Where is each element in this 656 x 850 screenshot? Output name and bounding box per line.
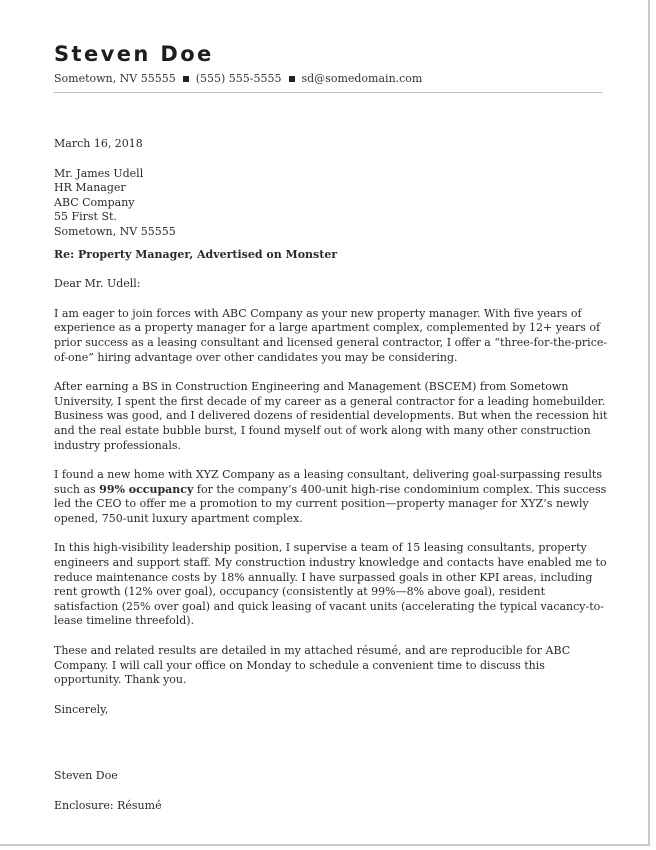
- sender-phone: (555) 555-5555: [195, 72, 282, 85]
- letter-date: March 16, 2018: [54, 137, 143, 150]
- recipient-title: HR Manager: [54, 181, 126, 195]
- recipient-company: ABC Company: [54, 195, 135, 209]
- separator-square-icon: [289, 76, 295, 82]
- paragraph-3-text-a: I found a new home with XYZ Company as a leasing consultant, delivering goal-surpassing results such as: [54, 468, 602, 496]
- paragraph-5: These and related results are detailed in my attached résumé, and are reproducible for ABC Company. I will call your office on Monday to schedule a convenient time to discuss this opportunity. Thank you.: [54, 644, 571, 687]
- letter-body: [54, 137, 610, 814]
- paragraph-1: I am eager to join forces with ABC Company as your new property manager. With five years of experience as a property manager for a large apartment complex, complemented by 12+ years of prior success as a leasing consultant and licensed general contractor, I offer a “three-for-the-price-of-one” hiring advantage over other candidates you may be considering.: [54, 306, 608, 364]
- separator-square-icon: [183, 76, 189, 82]
- paragraph-4: In this high-visibility leadership position, I supervise a team of 15 leasing consultants, property engineers and support staff. My construction industry knowledge and contacts have enabled me to reduce maintenance costs by 18% annually. I have surpassed goals in other KPI areas, including rent growth (12% over goal), occupancy (consistently at 99%—8% above goal), resident satisfaction (25% over goal) and quick leasing of vacant units (accelerating the typical vacancy-to-lease timeline threefold).: [54, 541, 607, 628]
- enclosure-note: Enclosure: Résumé: [54, 799, 162, 812]
- salutation: Dear Mr. Udell:: [54, 277, 141, 291]
- closing: Sincerely,: [54, 702, 109, 716]
- recipient-address: [54, 167, 610, 240]
- recipient-name: Mr. James Udell: [54, 166, 144, 180]
- paragraph-3: [54, 468, 610, 526]
- signer-name: Steven Doe: [54, 769, 118, 783]
- sender-address: Sometown, NV 55555: [54, 72, 176, 85]
- recipient-street: 55 First St.: [54, 210, 117, 224]
- sender-name: Steven Doe: [54, 42, 214, 66]
- recipient-city: Sometown, NV 55555: [54, 224, 176, 238]
- paragraph-3-text-b: for the company’s 400-unit high-rise condominium complex. This success led the CEO to offer me a promotion to my current position—property manager for XYZ’s newly opened, 750-unit luxury apartment complex.: [54, 482, 607, 525]
- subject-line: Re: Property Manager, Advertised on Monster: [54, 247, 338, 261]
- sender-contact-line: [54, 72, 422, 85]
- header-divider: [54, 92, 602, 93]
- sender-email: sd@somedomain.com: [301, 72, 423, 85]
- paragraph-3-bold: 99% occupancy: [99, 482, 194, 496]
- paragraph-2: After earning a BS in Construction Engineering and Management (BSCEM) from Sometown University, I spent the first decade of my career as a general contractor for a leading homebuilder. Business was good, and I delivered dozens of residential developments. But when the recession hit and the real estate bubble burst, I found myself out of work along with many other construction industry professionals.: [54, 380, 608, 452]
